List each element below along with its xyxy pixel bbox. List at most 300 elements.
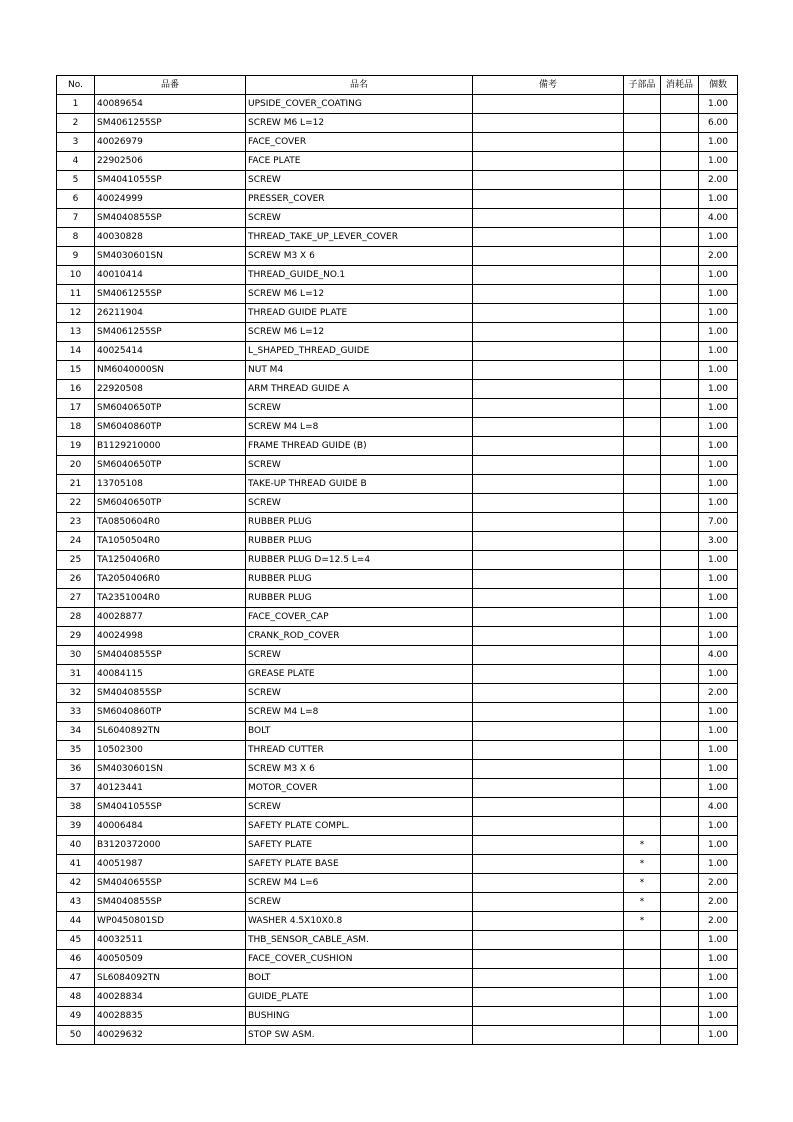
table-row	[57, 323, 738, 342]
cell-quantity: 2.00	[699, 171, 738, 190]
cell-part-name: SCREW	[246, 171, 473, 190]
cell-remarks	[473, 855, 624, 874]
table-row	[57, 171, 738, 190]
cell-no: 28	[57, 608, 95, 627]
cell-sub-part	[624, 399, 661, 418]
cell-part-number: TA2050406R0	[95, 570, 246, 589]
cell-remarks	[473, 532, 624, 551]
cell-remarks	[473, 323, 624, 342]
cell-remarks	[473, 437, 624, 456]
cell-sub-part	[624, 1007, 661, 1026]
cell-quantity: 1.00	[699, 304, 738, 323]
cell-consumable	[661, 969, 699, 988]
cell-part-name: SCREW M6 L=12	[246, 323, 473, 342]
cell-part-name: FACE_COVER	[246, 133, 473, 152]
cell-sub-part	[624, 969, 661, 988]
cell-quantity: 1.00	[699, 817, 738, 836]
cell-part-number: NM6040000SN	[95, 361, 246, 380]
cell-remarks	[473, 228, 624, 247]
cell-no: 7	[57, 209, 95, 228]
cell-sub-part	[624, 456, 661, 475]
cell-part-number: TA1050504R0	[95, 532, 246, 551]
cell-part-number: SM4040855SP	[95, 893, 246, 912]
header-part-name: 品名	[246, 76, 473, 95]
cell-sub-part	[624, 627, 661, 646]
cell-consumable	[661, 779, 699, 798]
cell-no: 34	[57, 722, 95, 741]
parts-table-body	[57, 95, 738, 1045]
table-row	[57, 266, 738, 285]
cell-part-number: 40051987	[95, 855, 246, 874]
cell-no: 18	[57, 418, 95, 437]
cell-part-number: 40028835	[95, 1007, 246, 1026]
cell-quantity: 3.00	[699, 532, 738, 551]
table-row	[57, 494, 738, 513]
cell-remarks	[473, 456, 624, 475]
cell-no: 14	[57, 342, 95, 361]
cell-no: 35	[57, 741, 95, 760]
cell-sub-part	[624, 950, 661, 969]
cell-sub-part	[624, 703, 661, 722]
cell-quantity: 1.00	[699, 741, 738, 760]
cell-quantity: 1.00	[699, 627, 738, 646]
cell-remarks	[473, 760, 624, 779]
cell-consumable	[661, 608, 699, 627]
cell-consumable	[661, 665, 699, 684]
cell-no: 3	[57, 133, 95, 152]
cell-remarks	[473, 551, 624, 570]
cell-part-number: SM4061255SP	[95, 323, 246, 342]
cell-part-name: SCREW M4 L=8	[246, 418, 473, 437]
cell-part-number: SM4040855SP	[95, 209, 246, 228]
cell-quantity: 1.00	[699, 437, 738, 456]
cell-consumable	[661, 323, 699, 342]
cell-consumable	[661, 190, 699, 209]
header-remarks: 備考	[473, 76, 624, 95]
cell-remarks	[473, 494, 624, 513]
cell-no: 6	[57, 190, 95, 209]
cell-part-name: MOTOR_COVER	[246, 779, 473, 798]
cell-sub-part	[624, 589, 661, 608]
cell-part-name: SAFETY PLATE COMPL.	[246, 817, 473, 836]
cell-part-name: SCREW	[246, 399, 473, 418]
cell-consumable	[661, 551, 699, 570]
cell-remarks	[473, 589, 624, 608]
cell-part-number: 40010414	[95, 266, 246, 285]
cell-consumable	[661, 342, 699, 361]
header-no: No.	[57, 76, 95, 95]
cell-consumable	[661, 1026, 699, 1045]
cell-sub-part	[624, 171, 661, 190]
table-row	[57, 950, 738, 969]
cell-quantity: 1.00	[699, 988, 738, 1007]
cell-quantity: 1.00	[699, 494, 738, 513]
table-row	[57, 627, 738, 646]
cell-consumable	[661, 513, 699, 532]
cell-no: 11	[57, 285, 95, 304]
cell-sub-part	[624, 247, 661, 266]
cell-sub-part	[624, 418, 661, 437]
cell-part-number: 22920508	[95, 380, 246, 399]
cell-quantity: 1.00	[699, 190, 738, 209]
cell-quantity: 1.00	[699, 285, 738, 304]
cell-quantity: 1.00	[699, 779, 738, 798]
cell-remarks	[473, 361, 624, 380]
cell-remarks	[473, 209, 624, 228]
cell-remarks	[473, 418, 624, 437]
cell-no: 49	[57, 1007, 95, 1026]
cell-part-number: TA2351004R0	[95, 589, 246, 608]
cell-part-number: 40084115	[95, 665, 246, 684]
cell-part-name: ARM THREAD GUIDE A	[246, 380, 473, 399]
cell-quantity: 1.00	[699, 836, 738, 855]
cell-consumable	[661, 627, 699, 646]
cell-consumable	[661, 798, 699, 817]
cell-part-number: 13705108	[95, 475, 246, 494]
cell-consumable	[661, 703, 699, 722]
cell-no: 45	[57, 931, 95, 950]
cell-part-name: SAFETY PLATE BASE	[246, 855, 473, 874]
cell-remarks	[473, 342, 624, 361]
cell-no: 1	[57, 95, 95, 114]
cell-remarks	[473, 893, 624, 912]
table-row	[57, 874, 738, 893]
table-row	[57, 779, 738, 798]
cell-consumable	[661, 209, 699, 228]
cell-consumable	[661, 988, 699, 1007]
cell-quantity: 1.00	[699, 133, 738, 152]
table-row	[57, 152, 738, 171]
cell-quantity: 4.00	[699, 646, 738, 665]
cell-consumable	[661, 950, 699, 969]
cell-remarks	[473, 380, 624, 399]
cell-no: 22	[57, 494, 95, 513]
cell-part-name: BUSHING	[246, 1007, 473, 1026]
table-row	[57, 741, 738, 760]
cell-no: 36	[57, 760, 95, 779]
cell-consumable	[661, 228, 699, 247]
cell-consumable	[661, 399, 699, 418]
cell-part-number: 40024999	[95, 190, 246, 209]
parts-list-table	[56, 75, 738, 1045]
cell-consumable	[661, 437, 699, 456]
cell-no: 29	[57, 627, 95, 646]
cell-quantity: 2.00	[699, 684, 738, 703]
table-row	[57, 969, 738, 988]
cell-sub-part: *	[624, 855, 661, 874]
cell-remarks	[473, 513, 624, 532]
cell-no: 10	[57, 266, 95, 285]
cell-part-number: 26211904	[95, 304, 246, 323]
cell-quantity: 2.00	[699, 247, 738, 266]
cell-no: 4	[57, 152, 95, 171]
cell-consumable	[661, 893, 699, 912]
cell-part-number: 40030828	[95, 228, 246, 247]
cell-remarks	[473, 171, 624, 190]
cell-sub-part	[624, 1026, 661, 1045]
cell-remarks	[473, 950, 624, 969]
cell-consumable	[661, 494, 699, 513]
cell-no: 15	[57, 361, 95, 380]
cell-sub-part	[624, 608, 661, 627]
table-row	[57, 114, 738, 133]
cell-quantity: 1.00	[699, 380, 738, 399]
cell-part-number: SM6040860TP	[95, 418, 246, 437]
cell-quantity: 1.00	[699, 608, 738, 627]
cell-consumable	[661, 646, 699, 665]
cell-sub-part: *	[624, 912, 661, 931]
cell-quantity: 1.00	[699, 475, 738, 494]
header-quantity: 個数	[699, 76, 738, 95]
cell-sub-part: *	[624, 874, 661, 893]
cell-consumable	[661, 171, 699, 190]
cell-part-name: RUBBER PLUG	[246, 570, 473, 589]
table-row	[57, 855, 738, 874]
cell-no: 44	[57, 912, 95, 931]
cell-quantity: 1.00	[699, 456, 738, 475]
cell-remarks	[473, 798, 624, 817]
cell-sub-part	[624, 570, 661, 589]
cell-quantity: 1.00	[699, 551, 738, 570]
cell-no: 12	[57, 304, 95, 323]
table-row	[57, 285, 738, 304]
cell-part-name: FACE_COVER_CAP	[246, 608, 473, 627]
cell-part-name: GUIDE_PLATE	[246, 988, 473, 1007]
cell-no: 9	[57, 247, 95, 266]
cell-quantity: 1.00	[699, 418, 738, 437]
table-row	[57, 399, 738, 418]
cell-sub-part	[624, 342, 661, 361]
cell-part-name: RUBBER PLUG D=12.5 L=4	[246, 551, 473, 570]
cell-remarks	[473, 247, 624, 266]
cell-part-number: SM4030601SN	[95, 760, 246, 779]
cell-sub-part	[624, 361, 661, 380]
cell-no: 40	[57, 836, 95, 855]
cell-no: 26	[57, 570, 95, 589]
cell-part-number: 40123441	[95, 779, 246, 798]
cell-remarks	[473, 665, 624, 684]
cell-quantity: 1.00	[699, 665, 738, 684]
cell-no: 46	[57, 950, 95, 969]
cell-part-name: BOLT	[246, 969, 473, 988]
cell-remarks	[473, 931, 624, 950]
cell-consumable	[661, 1007, 699, 1026]
table-row	[57, 684, 738, 703]
cell-part-name: SAFETY PLATE	[246, 836, 473, 855]
cell-part-name: THREAD_TAKE_UP_LEVER_COVER	[246, 228, 473, 247]
cell-consumable	[661, 931, 699, 950]
cell-remarks	[473, 874, 624, 893]
cell-part-name: RUBBER PLUG	[246, 589, 473, 608]
cell-quantity: 2.00	[699, 912, 738, 931]
cell-remarks	[473, 684, 624, 703]
cell-part-name: SCREW	[246, 209, 473, 228]
cell-no: 41	[57, 855, 95, 874]
cell-no: 42	[57, 874, 95, 893]
table-header-row	[57, 76, 738, 95]
cell-remarks	[473, 817, 624, 836]
cell-no: 43	[57, 893, 95, 912]
cell-no: 27	[57, 589, 95, 608]
cell-remarks	[473, 304, 624, 323]
cell-consumable	[661, 152, 699, 171]
cell-sub-part	[624, 133, 661, 152]
cell-part-number: SL6084092TN	[95, 969, 246, 988]
cell-sub-part	[624, 684, 661, 703]
cell-sub-part	[624, 988, 661, 1007]
cell-quantity: 1.00	[699, 1026, 738, 1045]
cell-remarks	[473, 190, 624, 209]
cell-no: 23	[57, 513, 95, 532]
cell-part-number: SM6040650TP	[95, 456, 246, 475]
cell-no: 20	[57, 456, 95, 475]
cell-consumable	[661, 855, 699, 874]
cell-quantity: 1.00	[699, 570, 738, 589]
table-row	[57, 912, 738, 931]
cell-part-name: UPSIDE_COVER_COATING	[246, 95, 473, 114]
cell-remarks	[473, 1007, 624, 1026]
cell-remarks	[473, 1026, 624, 1045]
cell-part-number: SM4061255SP	[95, 285, 246, 304]
cell-remarks	[473, 114, 624, 133]
cell-part-number: 40026979	[95, 133, 246, 152]
cell-part-name: WASHER 4.5X10X0.8	[246, 912, 473, 931]
table-row	[57, 475, 738, 494]
cell-sub-part	[624, 551, 661, 570]
table-row	[57, 646, 738, 665]
cell-quantity: 1.00	[699, 361, 738, 380]
cell-remarks	[473, 741, 624, 760]
cell-part-number: 40089654	[95, 95, 246, 114]
cell-quantity: 6.00	[699, 114, 738, 133]
cell-no: 38	[57, 798, 95, 817]
table-row	[57, 1026, 738, 1045]
cell-sub-part	[624, 152, 661, 171]
table-row	[57, 456, 738, 475]
cell-part-name: FACE_COVER_CUSHION	[246, 950, 473, 969]
cell-part-name: THREAD GUIDE PLATE	[246, 304, 473, 323]
cell-quantity: 1.00	[699, 855, 738, 874]
table-row	[57, 798, 738, 817]
cell-part-number: 40025414	[95, 342, 246, 361]
cell-part-number: SM4040855SP	[95, 684, 246, 703]
table-row	[57, 703, 738, 722]
cell-part-number: 40024998	[95, 627, 246, 646]
cell-part-number: SM4030601SN	[95, 247, 246, 266]
cell-consumable	[661, 912, 699, 931]
cell-sub-part	[624, 323, 661, 342]
cell-sub-part	[624, 304, 661, 323]
cell-no: 50	[57, 1026, 95, 1045]
cell-sub-part	[624, 95, 661, 114]
cell-remarks	[473, 836, 624, 855]
cell-sub-part	[624, 722, 661, 741]
cell-quantity: 1.00	[699, 342, 738, 361]
cell-part-number: SM6040650TP	[95, 399, 246, 418]
table-row	[57, 133, 738, 152]
cell-remarks	[473, 912, 624, 931]
cell-remarks	[473, 475, 624, 494]
cell-sub-part	[624, 646, 661, 665]
table-row	[57, 665, 738, 684]
cell-consumable	[661, 285, 699, 304]
table-row	[57, 988, 738, 1007]
header-consumable: 消耗品	[661, 76, 699, 95]
cell-consumable	[661, 95, 699, 114]
cell-part-name: BOLT	[246, 722, 473, 741]
cell-sub-part	[624, 190, 661, 209]
table-row	[57, 760, 738, 779]
cell-no: 39	[57, 817, 95, 836]
cell-sub-part	[624, 513, 661, 532]
table-row	[57, 513, 738, 532]
cell-quantity: 1.00	[699, 703, 738, 722]
cell-sub-part	[624, 114, 661, 133]
cell-consumable	[661, 570, 699, 589]
cell-quantity: 1.00	[699, 722, 738, 741]
header-sub-part: 子部品	[624, 76, 661, 95]
table-row	[57, 893, 738, 912]
cell-sub-part	[624, 494, 661, 513]
cell-consumable	[661, 589, 699, 608]
cell-remarks	[473, 627, 624, 646]
cell-part-name: L_SHAPED_THREAD_GUIDE	[246, 342, 473, 361]
cell-part-name: PRESSER_COVER	[246, 190, 473, 209]
cell-part-number: 40028877	[95, 608, 246, 627]
cell-remarks	[473, 969, 624, 988]
cell-no: 17	[57, 399, 95, 418]
cell-sub-part	[624, 779, 661, 798]
cell-part-name: CRANK_ROD_COVER	[246, 627, 473, 646]
cell-remarks	[473, 399, 624, 418]
cell-part-name: RUBBER PLUG	[246, 513, 473, 532]
cell-remarks	[473, 152, 624, 171]
cell-quantity: 1.00	[699, 228, 738, 247]
cell-part-name: GREASE PLATE	[246, 665, 473, 684]
header-part-number: 品番	[95, 76, 246, 95]
cell-part-number: SM4061255SP	[95, 114, 246, 133]
cell-part-number: SL6040892TN	[95, 722, 246, 741]
table-row	[57, 836, 738, 855]
cell-part-name: SCREW M4 L=6	[246, 874, 473, 893]
cell-no: 30	[57, 646, 95, 665]
cell-part-name: THB_SENSOR_CABLE_ASM.	[246, 931, 473, 950]
cell-part-number: 22902506	[95, 152, 246, 171]
cell-no: 21	[57, 475, 95, 494]
cell-part-number: B3120372000	[95, 836, 246, 855]
cell-quantity: 7.00	[699, 513, 738, 532]
cell-part-number: 10502300	[95, 741, 246, 760]
cell-sub-part	[624, 437, 661, 456]
table-row	[57, 608, 738, 627]
cell-part-name: SCREW M4 L=8	[246, 703, 473, 722]
cell-part-name: FRAME THREAD GUIDE (B)	[246, 437, 473, 456]
cell-consumable	[661, 304, 699, 323]
cell-sub-part	[624, 209, 661, 228]
table-row	[57, 437, 738, 456]
cell-quantity: 1.00	[699, 760, 738, 779]
cell-consumable	[661, 266, 699, 285]
cell-part-number: SM4040655SP	[95, 874, 246, 893]
cell-part-name: SCREW M3 X 6	[246, 247, 473, 266]
cell-part-name: NUT M4	[246, 361, 473, 380]
cell-no: 24	[57, 532, 95, 551]
cell-no: 48	[57, 988, 95, 1007]
cell-quantity: 1.00	[699, 1007, 738, 1026]
cell-remarks	[473, 285, 624, 304]
cell-sub-part	[624, 475, 661, 494]
table-row	[57, 418, 738, 437]
